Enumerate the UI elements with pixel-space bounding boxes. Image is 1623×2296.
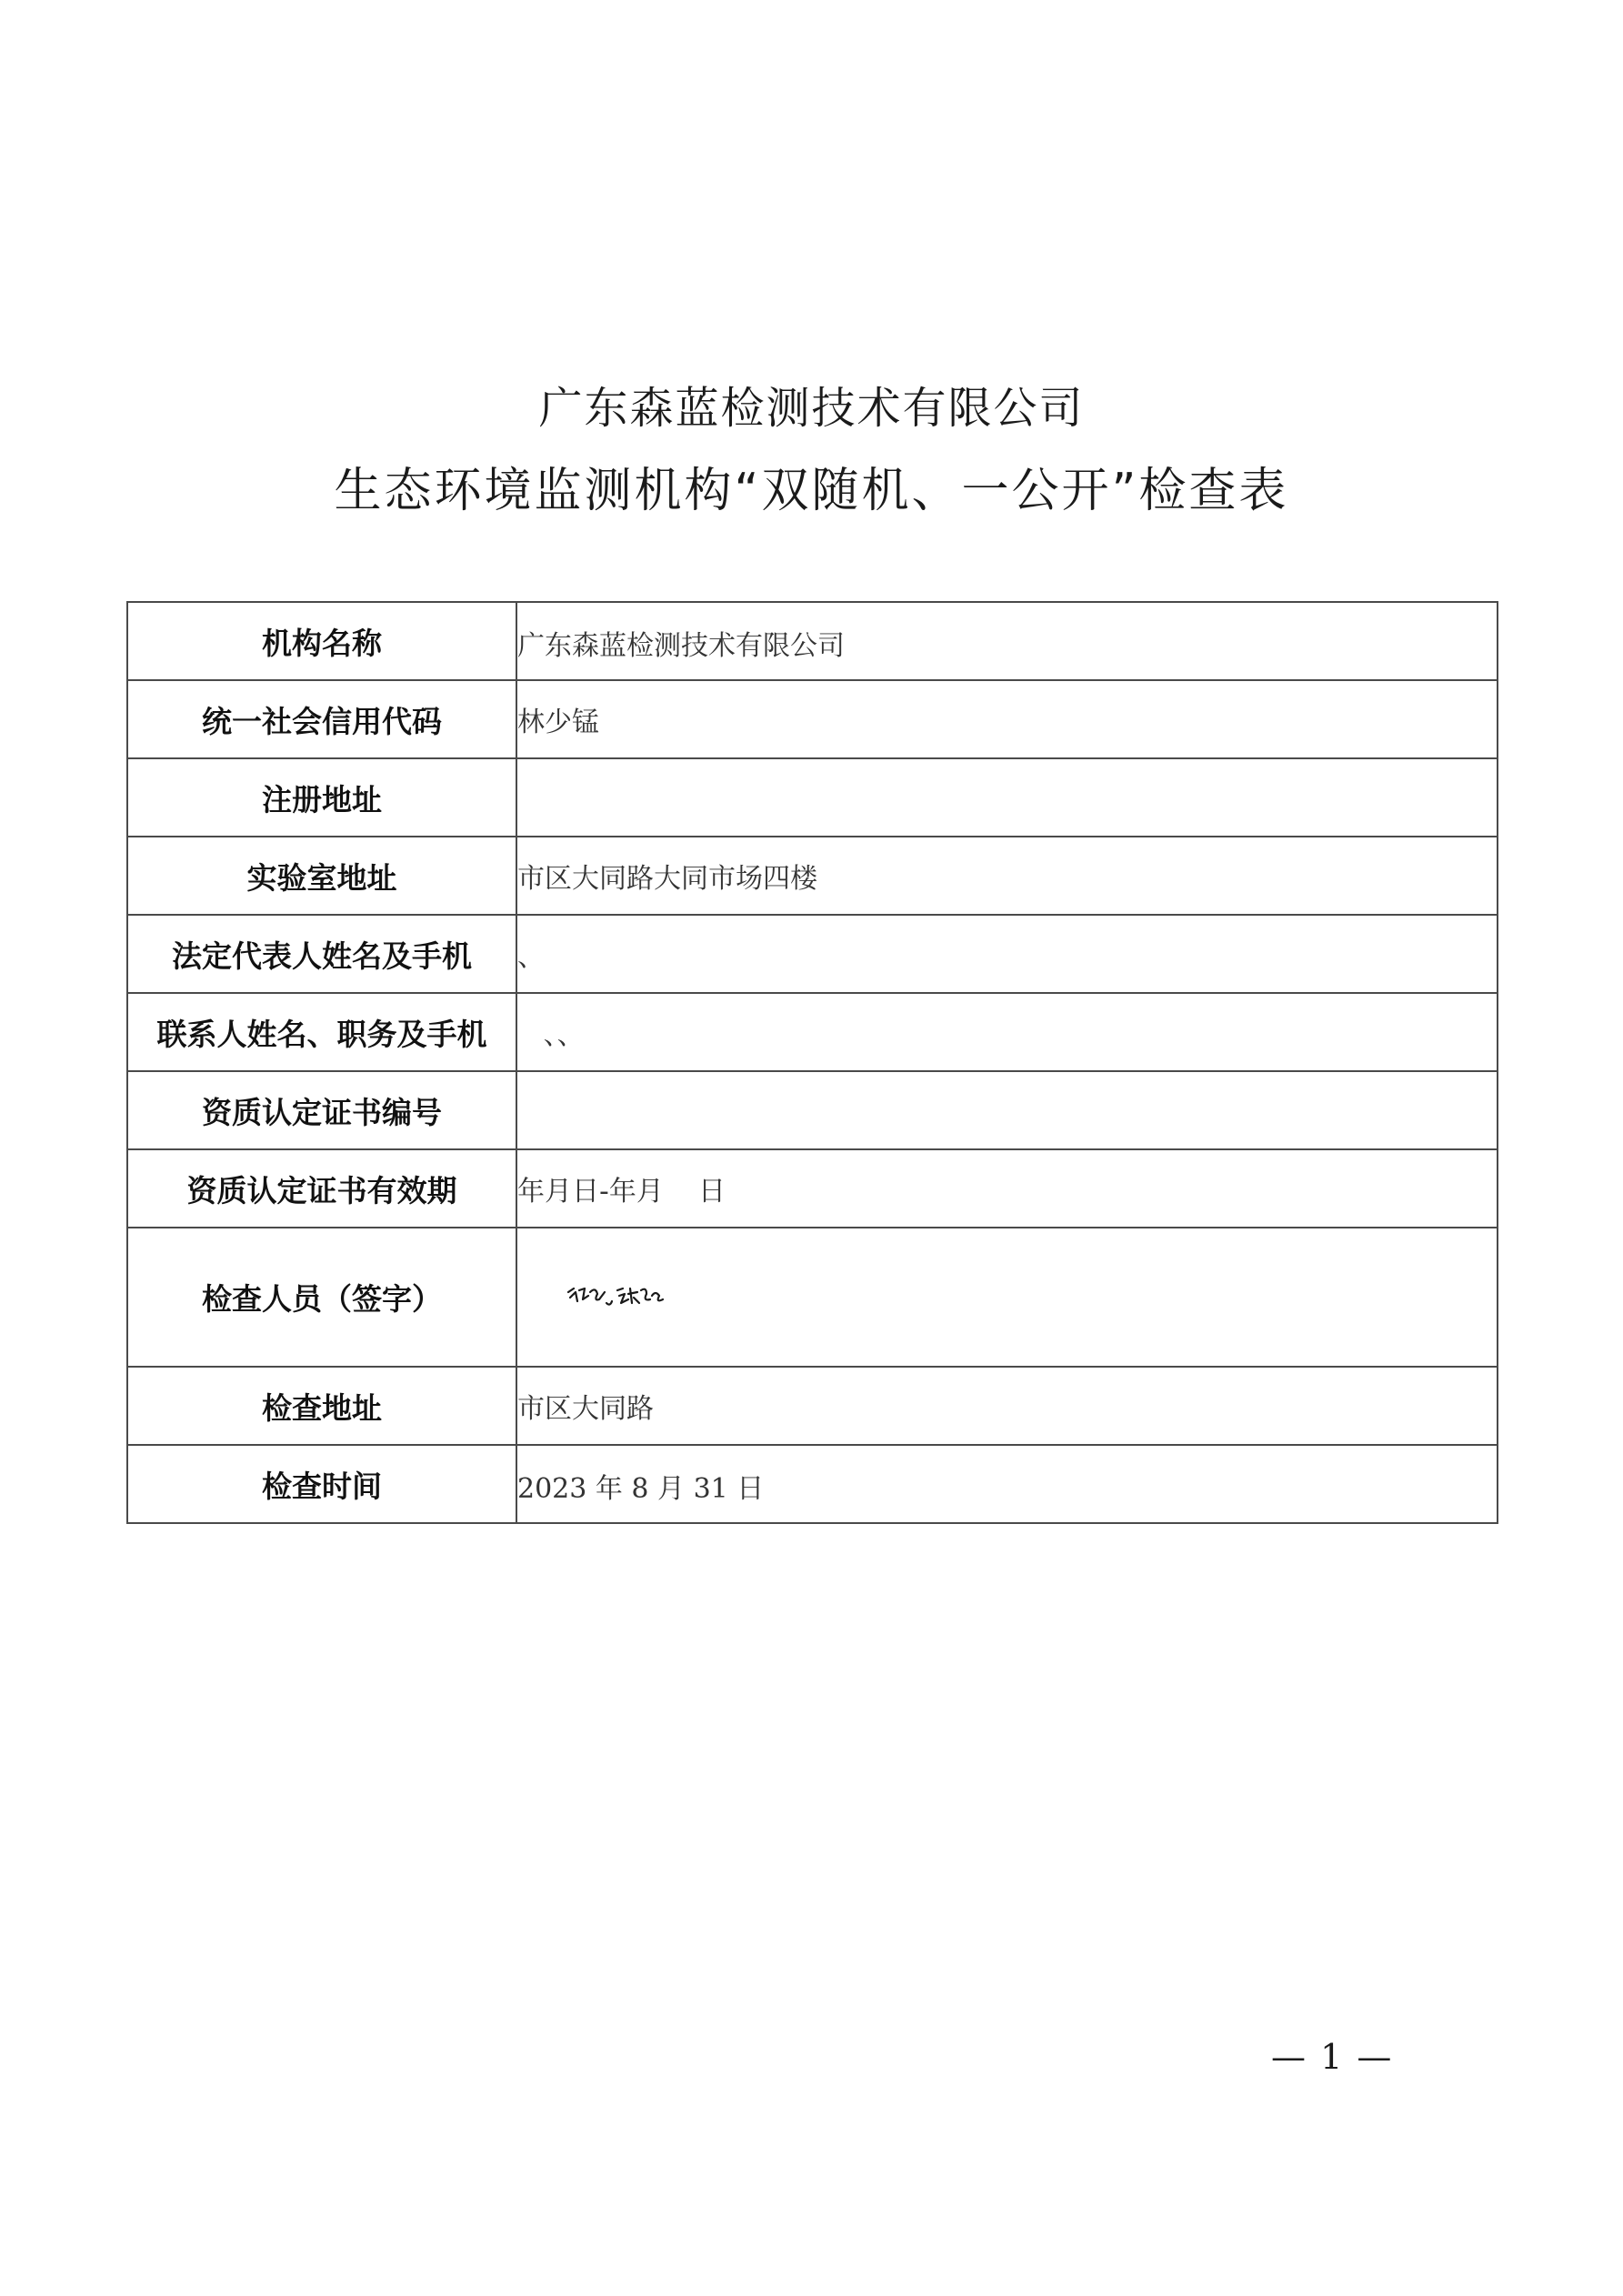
row-value-institution-name: 广东森蓝检测技术有限公司 (516, 602, 1498, 680)
row-label-inspection-address: 检查地址 (127, 1367, 516, 1445)
row-value-cert-validity: 年月日-年月 日 (516, 1149, 1498, 1228)
row-label-legal-rep: 法定代表人姓名及手机 (127, 915, 516, 993)
row-value-legal-rep: 、 (516, 915, 1498, 993)
row-value-credit-code: 林少锰 (516, 680, 1498, 758)
handwritten-signature (565, 1279, 674, 1316)
row-label-cert-number: 资质认定证书编号 (127, 1071, 516, 1149)
table-row (127, 602, 1498, 680)
row-value-inspectors (516, 1228, 1498, 1367)
row-label-inspectors: 检查人员（签字） (127, 1228, 516, 1367)
row-value-cert-number (516, 1071, 1498, 1149)
row-value-lab-address: 市区大同路大同市场四楼 (516, 837, 1498, 915)
table-row (127, 837, 1498, 915)
row-label-credit-code: 统一社会信用代码 (127, 680, 516, 758)
row-label-cert-validity: 资质认定证书有效期 (127, 1149, 516, 1228)
row-value-registered-address (516, 758, 1498, 837)
inspection-form-table (126, 601, 1498, 1524)
page-number: — 1 — (1271, 2037, 1394, 2077)
table-row (127, 915, 1498, 993)
row-label-contact: 联系人姓名、职务及手机 (127, 993, 516, 1071)
row-value-contact: 、、 (516, 993, 1498, 1071)
row-value-inspection-time: 2023 年 8 月 31 日 (516, 1445, 1498, 1523)
table-row (127, 680, 1498, 758)
table-row (127, 1445, 1498, 1523)
row-label-lab-address: 实验室地址 (127, 837, 516, 915)
table-row (127, 1149, 1498, 1228)
row-label-inspection-time: 检查时间 (127, 1445, 516, 1523)
table-row (127, 993, 1498, 1071)
row-value-inspection-address: 市区大同路 (516, 1367, 1498, 1445)
table-row (127, 1071, 1498, 1149)
table-row (127, 1228, 1498, 1367)
table-row (127, 758, 1498, 837)
company-heading: 广东森蓝检测技术有限公司 (538, 383, 1085, 434)
form-title: 生态环境监测机构“双随机、一公开”检查表 (334, 464, 1289, 518)
table-row (127, 1367, 1498, 1445)
row-label-registered-address: 注册地址 (127, 758, 516, 837)
row-label-institution-name: 机构名称 (127, 602, 516, 680)
